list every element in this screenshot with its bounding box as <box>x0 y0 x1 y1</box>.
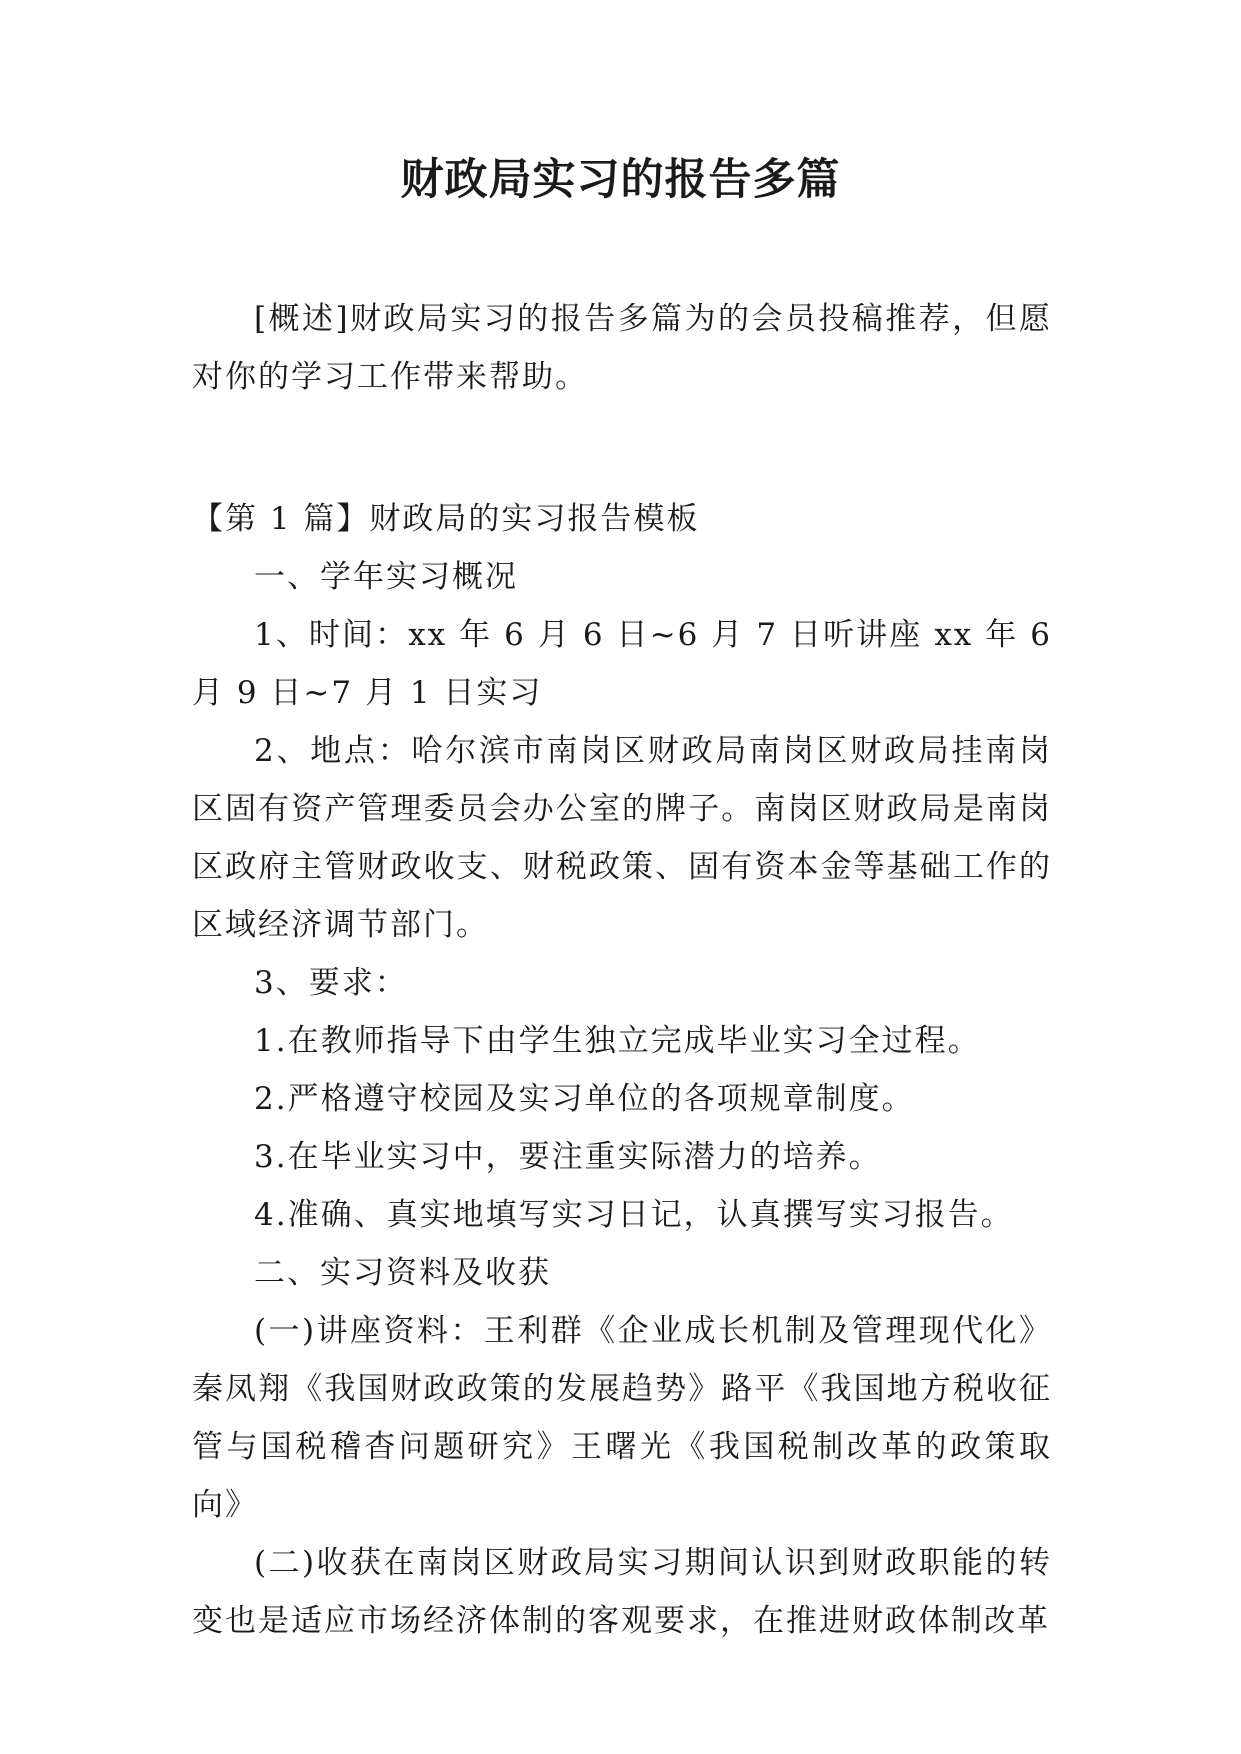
paragraph: 3.在毕业实习中，要注重实际潜力的培养。 <box>254 1139 882 1175</box>
paragraph: 一、学年实习概况 <box>254 559 518 595</box>
paragraph: 二、实习资料及收获 <box>254 1255 551 1291</box>
document-title: 财政局实习的报告多篇 <box>400 155 841 205</box>
paragraph: (一)讲座资料：王利群《企业成长机制及管理现代化》秦凤翔《我国财政政策的发展趋势》路平《我国地方税收征管与国税稽杳问题研究》王曙光《我国税制改革的政策取向》 <box>192 1313 1052 1523</box>
paragraph: 2、地点：哈尔滨市南岗区财政局南岗区财政局挂南岗区固有资产管理委员会办公室的牌子。南岗区财政局是南岗区政府主管财政收支、财税政策、固有资本金等基础工作的区域经济调节部门。 <box>192 733 1052 943</box>
document-body <box>192 290 1052 1650</box>
summary-paragraph: [概述]财政局实习的报告多篇为的会员投稿推荐，但愿对你的学习工作带来帮助。 <box>192 301 1052 395</box>
paragraph: 4.准确、真实地填写实习日记，认真撰写实习报告。 <box>254 1197 1014 1233</box>
paragraph: 3、要求： <box>254 965 408 1001</box>
paragraph: 2.严格遵守校园及实习单位的各项规章制度。 <box>254 1081 915 1117</box>
section-heading: 【第 1 篇】财政局的实习报告模板 <box>192 501 700 537</box>
paragraph: (二)收获在南岗区财政局实习期间认识到财政职能的转变也是适应市场经济体制的客观要求，在推进财政体制改革 <box>192 1545 1052 1639</box>
paragraph: 1.在教师指导下由学生独立完成毕业实习全过程。 <box>254 1023 981 1059</box>
paragraph: 1、时间：xx 年 6 月 6 日~6 月 7 日听讲座 xx 年 6 月 9 日~7 月 1 日实习 <box>192 617 1052 711</box>
